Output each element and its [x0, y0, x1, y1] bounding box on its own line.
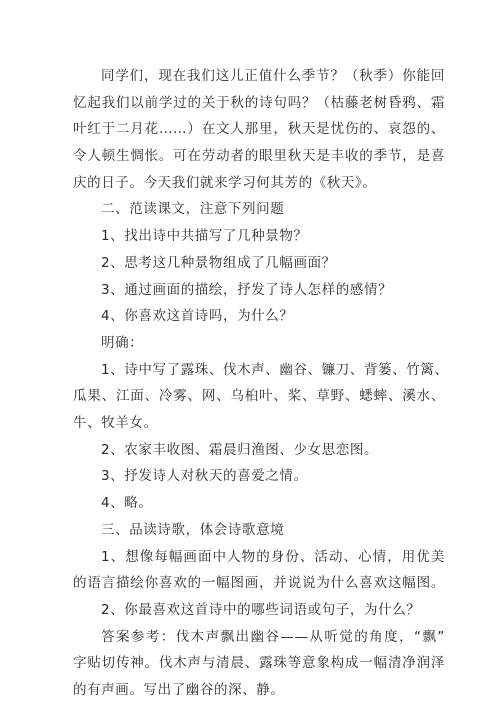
section-heading: 三、品读诗歌，体会诗歌意境 [101, 521, 285, 538]
text-line: 叶红于二月花……）在文人那里，秋天是忧伤的、哀怨的、 [73, 121, 445, 138]
text-line: 忆起我们以前学过的关于秋的诗句吗？（枯藤老树昏鸦、霜 [73, 94, 445, 111]
text-line: 2、你最喜欢这首诗中的哪些词语或句子，为什么？ [101, 601, 421, 618]
text-line: 2、思考这几种景物组成了几幅画面？ [101, 254, 336, 271]
text-line: 明确： [101, 334, 144, 351]
text-line: 1、诗中写了露珠、伐木声、幽谷、镰刀、背篓、竹篱、 [101, 361, 449, 378]
text-line: 4、你喜欢这首诗吗，为什么？ [101, 308, 294, 325]
text-line: 字贴切传神。伐木声与清晨、露珠等意象构成一幅清净润泽 [73, 655, 445, 672]
text-line: 的有声画。写出了幽谷的深、静。 [73, 682, 285, 698]
text-line: 1、找出诗中共描写了几种景物？ [101, 228, 308, 245]
text-line: 令人顿生惆怅。可在劳动者的眼里秋天是丰收的季节，是喜 [73, 148, 445, 165]
text-line: 2、农家丰收图、霜晨归渔图、少女思恋图。 [101, 441, 379, 458]
section-heading: 二、范读课文，注意下列问题 [101, 201, 285, 218]
text-line: 1、想像每幅画面中人物的身份、活动、心情，用优美 [101, 548, 445, 565]
text-line: 同学们，现在我们这儿正值什么季节？（秋季）你能回 [101, 68, 445, 84]
text-line: 4、略。 [101, 495, 153, 512]
text-line: 瓜果、江面、冷雾、网、乌桕叶、桨、草野、蟋蟀、溪水、 [73, 388, 445, 405]
text-line: 3、抒发诗人对秋天的喜爱之情。 [101, 468, 308, 485]
text-line: 3、通过画面的描绘，抒发了诗人怎样的感情？ [101, 281, 393, 298]
text-line: 庆的日子。今天我们就来学习何其芳的《秋天》。 [73, 174, 377, 191]
text-line: 牛、牧羊女。 [73, 415, 158, 432]
text-line: 的语言描绘你喜欢的一幅图画，并说说为什么喜欢这幅图。 [73, 575, 445, 592]
text-line: 答案参考：伐木声飘出幽谷——从听觉的角度，“飘” [101, 628, 445, 645]
